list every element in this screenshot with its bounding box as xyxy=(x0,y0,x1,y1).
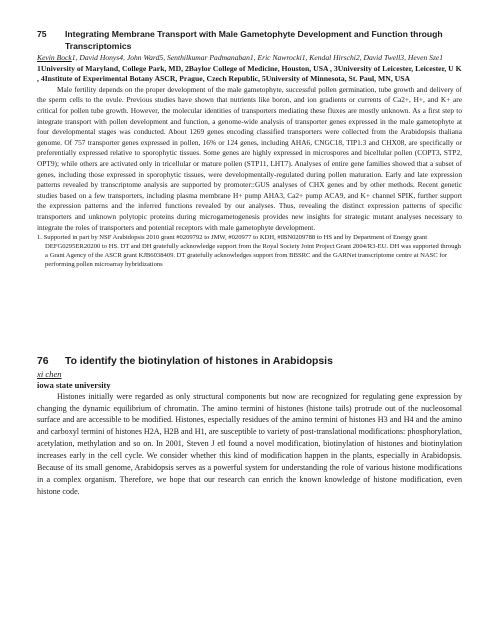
abstract-number: 75 xyxy=(37,29,47,39)
footnote: 1. Supported in part by NSF Arabidopsis 2010 grant #0209792 to JMW, #020977 to KDH, #IBN0209788 to HS and by Department of Energy grant DEFG0295ER20200 to HS. DT and DH gratefully acknowledge support from the Royal Society Joint Project Grant 2004/R3-EU. DH was supported through a Grant Agency of the ASCR grant KJB6038409. DT gratefully acknowledges support from BBSRC and the GARNet transcriptome centre at NASC for performing pollen microarray hybridizations xyxy=(37,234,461,268)
abstract-76 xyxy=(37,355,462,498)
author-list: xi chen xyxy=(37,369,62,379)
abstract-header xyxy=(37,355,462,368)
author-list xyxy=(37,53,462,64)
affiliations: iowa state university xyxy=(37,380,111,390)
co-authors: 1, David Honys4, John Ward5, Senthilkumar Padmanaban1, Eric Nawrocki1, Kendal Hirschi2, David Twell3, Heven Sze1 xyxy=(71,53,444,62)
abstract-75 xyxy=(37,28,462,270)
abstract-header xyxy=(37,28,462,52)
abstract-body: Male fertility depends on the proper development of the male gametophyte, successful pollen germination, tube growth and delivery of the sperm cells to the ovule. Previous studies have shown that nutrients like boron, and ion gradients or currents of Ca2+, H+, and K+ are critical for pollen tube growth. However, the molecular identities of transporters mediating these fluxes are mostly unknown. As a first step to integrate transport with pollen development and function, a genome-wide analysis of transporter genes expressed in the male gametophyte at four developmental stages was conducted. About 1269 genes encoding classified transporters were collected from the Arabidopsis thaliana genome. Of 757 transporter genes expressed in pollen, 16% or 124 genes, including AHA6, CNGC18, TIP1.3 and CHX08, are specifically or preferentially expressed relative to sporophytic tissues. Some genes are highly expressed in microspores and bicellular pollen (COPT3, STP2, OPT9); while others are activated only in tricellular or mature pollen (STP11, LHT7). Analyses of entire gene families showed that a subset of genes, including those expressed in sporophytic tissues, were developmentally-regulated during pollen maturation. Early and late expression patterns revealed by transcriptome analysis are supported by promoter::GUS analyses of CHX genes and by other methods. Recent genetic studies based on a few transporters, including plasma membrane H+ pump AHA3, Ca2+ pump ACA9, and K+ channel SPIK, further support the expression patterns and the inferred functions revealed by our analyses. Thus, revealing the distinct expression patterns of specific transporters and unknown polytopic proteins during microgametogenesis provides new insights for strategic mutant analyses necessary to integrate the roles of transporters and potential receptors with male gametophyte development. xyxy=(37,84,462,232)
presenting-author: Kevin Bock xyxy=(37,53,72,62)
abstract-title: Integrating Membrane Transport with Male Gametophyte Development and Function through Transcriptomics xyxy=(65,29,443,51)
abstract-title: To identify the biotinylation of histones in Arabidopsis xyxy=(65,356,333,367)
abstract-number: 76 xyxy=(37,356,49,367)
affiliations: 1University of Maryland, College Park, MD, 2Baylor College of Medicine, Houston, USA , 3University of Leicester, Leicester, U K , 4Institute of Experimental Botany ASCR, Prague, Czech Republic, 5University of Minnesota, St. Paul, MN, USA xyxy=(37,63,462,84)
abstract-body: Histones initially were regarded as only structural components but now are recognized for regulating gene expression by changing the dynamic equilibrium of chromatin. The amino termini of histones (histone tails) protrude out of the nucleosomal surface and are accessible to be modified. Histones, especially residues of the amino termini of histones H3 and H4 and the amino and carboxyl termini of histones H2A, H2B and H1, are susceptible to variety of post-translational modifications: phosphorylation, acetylation, methylation and so on. In 2001, Steven J etl found a novel modification, biotinylation of histones and biotinylation increases early in the cell cycle. We consider whether this kind of modification happen in the plants, especially in Arabidopsis. Because of its small genome, Arabidopsis serves as a powerful system for understanding the role of various histone modifications in a complex organism. Therefore, we hope that our research can enrich the known knowledge of histone modification, even histone code. xyxy=(37,391,462,496)
